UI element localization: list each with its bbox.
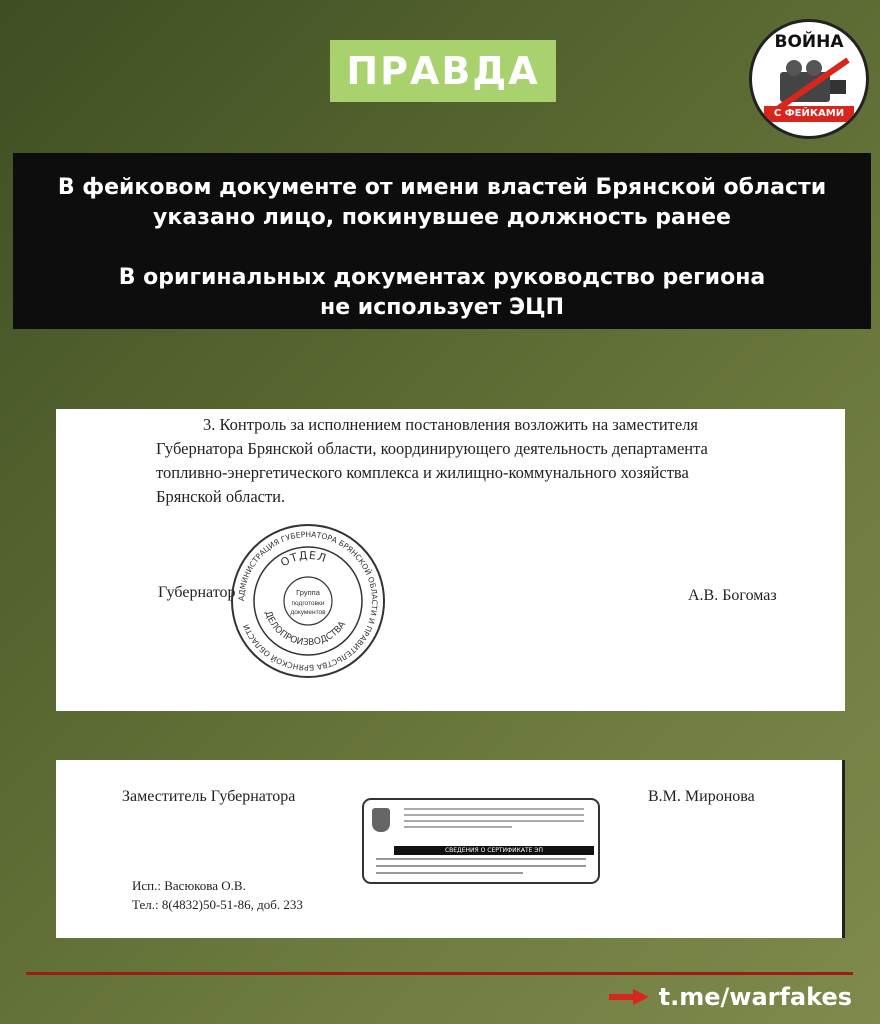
footer-link-area[interactable] bbox=[609, 983, 852, 1011]
paragraph-line: Губернатора Брянской области, координирующего деятельность департамента bbox=[156, 439, 708, 458]
telegram-link[interactable]: t.me/warfakes bbox=[658, 983, 852, 1011]
executor-phone: Тел.: 8(4832)50-51-86, доб. 233 bbox=[132, 897, 303, 912]
stamp-inner-top: ОТДЕЛ bbox=[278, 548, 329, 570]
footer-divider bbox=[26, 972, 853, 975]
document-paragraph bbox=[156, 413, 796, 509]
paragraph-line: 3. Контроль за исполнением постановления возложить на заместителя bbox=[203, 415, 699, 434]
headline-line: В оригинальных документах руководство региона bbox=[118, 265, 766, 290]
certificate-fine-print bbox=[404, 808, 584, 832]
arrow-right-icon bbox=[609, 989, 649, 1005]
camera-icon bbox=[774, 58, 850, 112]
signatory-name: А.В. Богомаз bbox=[688, 587, 777, 604]
digital-signature-certificate bbox=[362, 798, 600, 884]
logo-bottom-text: С ФЕЙКАМИ bbox=[764, 106, 854, 122]
document-edge bbox=[842, 760, 845, 938]
office-stamp bbox=[228, 521, 388, 681]
headline-line: указано лицо, покинувшее должность ранее bbox=[153, 205, 731, 230]
signatory-title: Заместитель Губернатора bbox=[122, 788, 296, 805]
signatory-name: В.М. Миронова bbox=[648, 788, 755, 805]
stamp-center-line: Группа bbox=[296, 588, 320, 597]
stamp-ring-text: АДМИНИСТРАЦИЯ ГУБЕРНАТОРА БРЯНСКОЙ ОБЛАСТИ И ПРАВИТЕЛЬСТВА БРЯНСКОЙ ОБЛАСТИ bbox=[236, 529, 380, 673]
document-excerpt-fake bbox=[56, 760, 845, 938]
executor-name: Исп.: Васюкова О.В. bbox=[132, 878, 246, 893]
stamp-center-line: подготовки bbox=[291, 600, 325, 607]
headline-line: В фейковом документе от имени властей Брянской области bbox=[57, 175, 827, 200]
headline-line: не использует ЭЦП bbox=[320, 295, 564, 320]
paragraph-line: топливно-энергетического комплекса и жилищно-коммунального хозяйства bbox=[156, 463, 689, 482]
stamp-inner-bottom: ДЕЛОПРОИЗВОДСТВА bbox=[262, 609, 349, 649]
signatory-title: Губернатор bbox=[158, 584, 236, 601]
verdict-badge: ПРАВДА bbox=[330, 40, 556, 102]
certificate-header-bar: СВЕДЕНИЯ О СЕРТИФИКАТЕ ЭП bbox=[394, 846, 594, 855]
headline-box bbox=[13, 153, 871, 329]
war-on-fakes-logo bbox=[749, 19, 869, 139]
document-excerpt-original bbox=[56, 409, 845, 711]
paragraph-line: Брянской области. bbox=[156, 487, 286, 506]
coat-of-arms-icon bbox=[372, 808, 390, 832]
certificate-details bbox=[376, 858, 586, 879]
stamp-center-line: документов bbox=[290, 609, 326, 616]
executor-info bbox=[132, 876, 303, 914]
logo-top-text: ВОЙНА bbox=[774, 32, 844, 52]
